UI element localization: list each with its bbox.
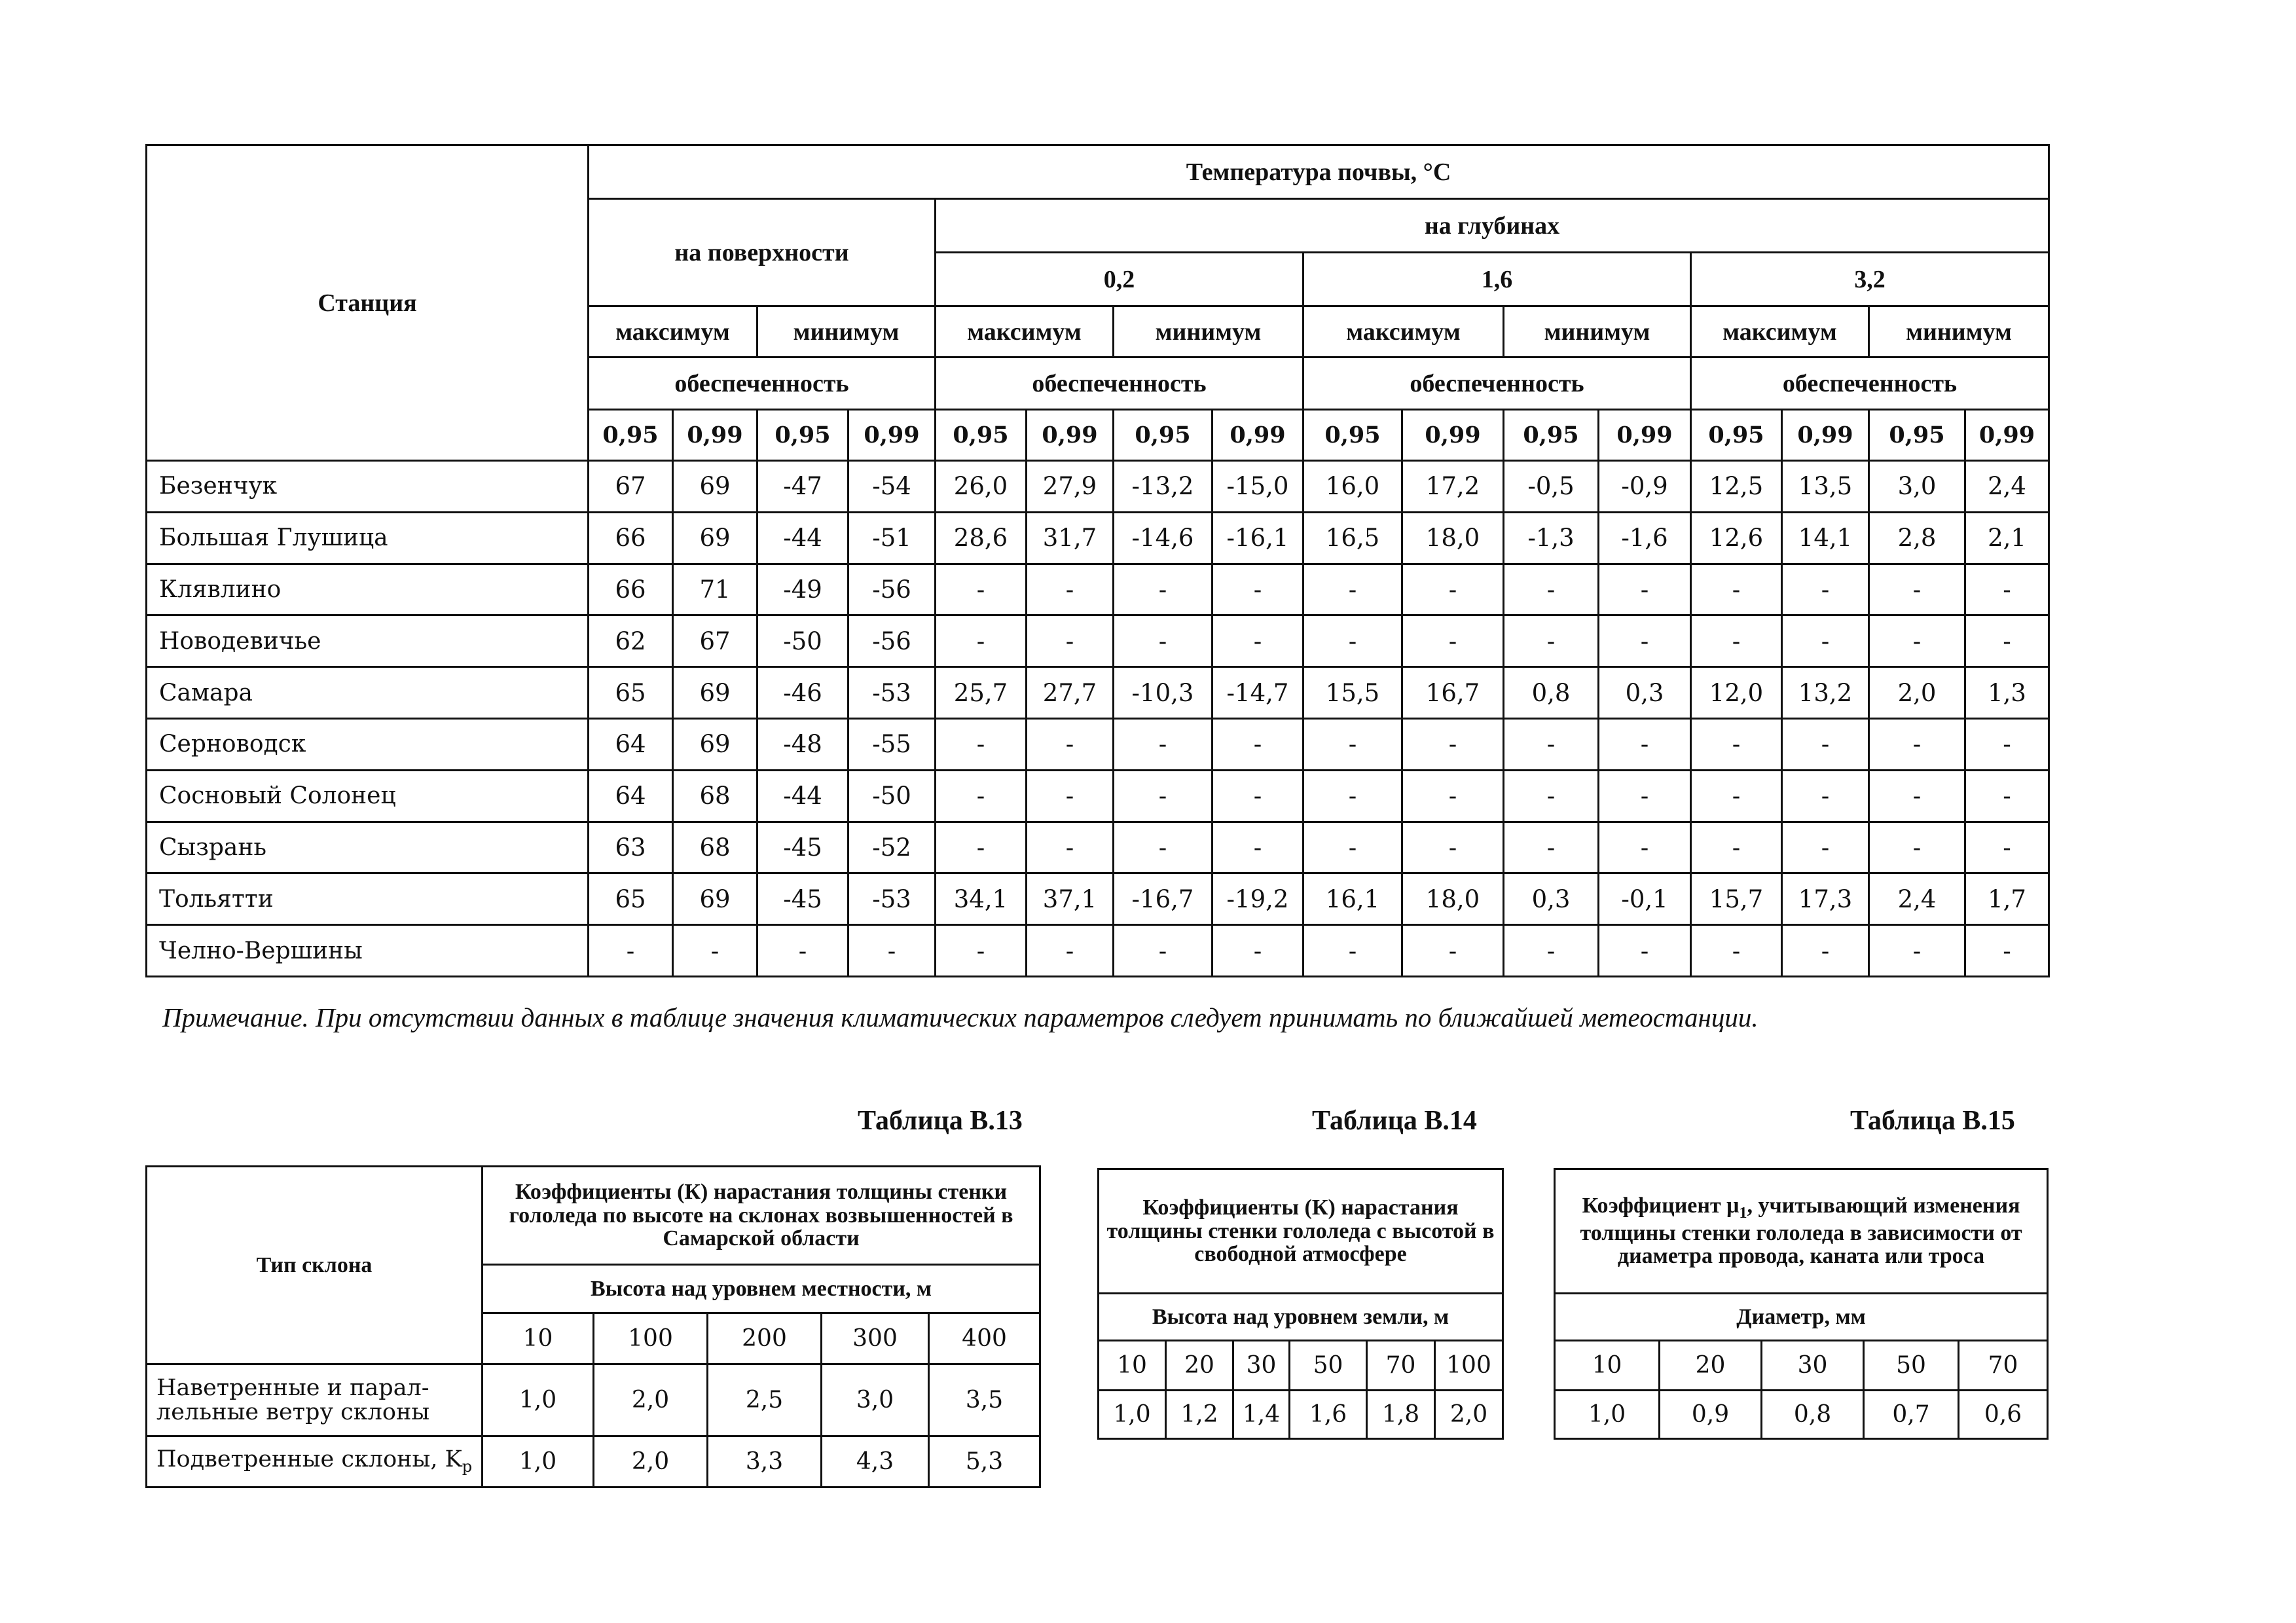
- temperature-cell: -: [673, 925, 757, 977]
- security-header: обеспеченность: [1303, 357, 1691, 410]
- security-header: обеспеченность: [589, 357, 936, 410]
- temperature-cell: -: [1599, 770, 1691, 822]
- temperature-cell: 12,5: [1691, 461, 1782, 513]
- table-b15-title-prefix: Коэффициент: [1582, 1193, 1721, 1218]
- security-header: обеспеченность: [936, 357, 1303, 410]
- table-b14-values-row: [1099, 1391, 1503, 1439]
- depth-header: 1,6: [1303, 253, 1691, 306]
- station-row: [147, 718, 2049, 770]
- temperature-cell: -: [1114, 925, 1212, 977]
- temperature-cell: 12,6: [1691, 512, 1782, 564]
- value-cell: 2,5: [708, 1364, 822, 1436]
- value-cell: 1,0: [1099, 1391, 1166, 1439]
- leeward-slope-text: Подветренные склоны, K: [156, 1446, 462, 1473]
- max-header: максимум: [589, 306, 757, 357]
- temperature-cell: -: [936, 822, 1027, 873]
- probability-header: 0,95: [1504, 410, 1599, 461]
- value-cell: 1,4: [1233, 1391, 1290, 1439]
- temperature-cell: -49: [757, 564, 848, 615]
- temperature-cell: -0,5: [1504, 461, 1599, 513]
- station-row: [147, 615, 2049, 667]
- temperature-cell: -: [1027, 822, 1114, 873]
- temperature-cell: -55: [848, 718, 936, 770]
- temperature-cell: 2,4: [1965, 461, 2049, 513]
- temperature-cell: -: [1869, 822, 1965, 873]
- temperature-cell: 13,5: [1782, 461, 1869, 513]
- temperature-cell: -: [1504, 770, 1599, 822]
- temperature-cell: -: [1303, 925, 1402, 977]
- temperature-cell: -: [1504, 925, 1599, 977]
- temperature-cell: -: [936, 564, 1027, 615]
- temperature-cell: -: [1599, 925, 1691, 977]
- temperature-cell: -: [1869, 718, 1965, 770]
- table-b15-subheader: Диаметр, мм: [1555, 1294, 2048, 1341]
- station-row: [147, 925, 2049, 977]
- temperature-cell: -: [1212, 718, 1303, 770]
- temperature-cell: 64: [589, 718, 673, 770]
- temperature-cell: 67: [589, 461, 673, 513]
- temperature-cell: 16,0: [1303, 461, 1402, 513]
- table-b15: [1554, 1168, 2049, 1440]
- temperature-cell: -: [1402, 925, 1504, 977]
- station-row: [147, 461, 2049, 513]
- temperature-cell: -: [848, 925, 936, 977]
- temperature-cell: -14,6: [1114, 512, 1212, 564]
- temperature-cell: -: [1114, 822, 1212, 873]
- temperature-cell: -: [1504, 822, 1599, 873]
- diameter-cell: 10: [1555, 1341, 1660, 1391]
- min-header: минимум: [1114, 306, 1303, 357]
- diameter-cell: 30: [1762, 1341, 1864, 1391]
- temperature-cell: 13,2: [1782, 667, 1869, 719]
- table-b14-heights-row: [1099, 1341, 1503, 1391]
- temperature-cell: 27,7: [1027, 667, 1114, 719]
- temperature-cell: -48: [757, 718, 848, 770]
- probability-header: 0,99: [1402, 410, 1504, 461]
- height-cell: 300: [822, 1313, 929, 1364]
- temperature-cell: 27,9: [1027, 461, 1114, 513]
- temperature-cell: -: [1691, 822, 1782, 873]
- temperature-cell: 2,1: [1965, 512, 2049, 564]
- temperature-cell: -54: [848, 461, 936, 513]
- station-row: [147, 770, 2049, 822]
- temperature-cell: -: [1027, 925, 1114, 977]
- temperature-cell: -: [1782, 822, 1869, 873]
- temperature-cell: -: [1402, 615, 1504, 667]
- temperature-cell: 71: [673, 564, 757, 615]
- temperature-cell: 18,0: [1402, 873, 1504, 925]
- temperature-cell: 1,3: [1965, 667, 2049, 719]
- station-name: Сызрань: [147, 822, 589, 873]
- temperature-cell: 16,5: [1303, 512, 1402, 564]
- temperature-cell: -44: [757, 770, 848, 822]
- value-cell: 3,0: [822, 1364, 929, 1436]
- temperature-cell: 18,0: [1402, 512, 1504, 564]
- height-cell: 70: [1367, 1341, 1435, 1391]
- temperature-cell: -: [1691, 615, 1782, 667]
- temperature-cell: -: [1402, 822, 1504, 873]
- temperature-cell: -: [1965, 925, 2049, 977]
- height-cell: 10: [1099, 1341, 1166, 1391]
- temperature-cell: 12,0: [1691, 667, 1782, 719]
- temperature-cell: 66: [589, 564, 673, 615]
- soil-temperature-table: [145, 144, 2050, 977]
- soil-temperature-title: Температура почвы, °С: [589, 145, 2049, 199]
- station-row: [147, 873, 2049, 925]
- table-b15-diameter-row: [1555, 1341, 2048, 1391]
- temperature-cell: 26,0: [936, 461, 1027, 513]
- temperature-cell: 0,3: [1504, 873, 1599, 925]
- station-header: Станция: [147, 145, 589, 461]
- temperature-cell: -: [1402, 718, 1504, 770]
- temperature-cell: -: [757, 925, 848, 977]
- value-cell: 0,9: [1660, 1391, 1762, 1439]
- depths-header: на глубинах: [936, 199, 2049, 253]
- temperature-cell: -: [1212, 564, 1303, 615]
- temperature-cell: -56: [848, 564, 936, 615]
- station-name: Клявлино: [147, 564, 589, 615]
- value-cell: 4,3: [822, 1436, 929, 1487]
- probability-header: 0,95: [1691, 410, 1782, 461]
- temperature-cell: -: [936, 615, 1027, 667]
- station-name: Челно-Вершины: [147, 925, 589, 977]
- temperature-cell: -53: [848, 667, 936, 719]
- station-name: Большая Глушица: [147, 512, 589, 564]
- height-cell: 100: [1435, 1341, 1503, 1391]
- surface-header: на поверхности: [589, 199, 936, 306]
- value-cell: 3,5: [929, 1364, 1040, 1436]
- value-cell: 1,8: [1367, 1391, 1435, 1439]
- height-cell: 400: [929, 1313, 1040, 1364]
- height-cell: 30: [1233, 1341, 1290, 1391]
- table-b14: [1097, 1168, 1504, 1440]
- temperature-cell: 64: [589, 770, 673, 822]
- temperature-cell: -: [1212, 615, 1303, 667]
- table-b14-caption: Таблица В.14: [1312, 1106, 1477, 1136]
- temperature-cell: 15,7: [1691, 873, 1782, 925]
- temperature-cell: -: [1212, 822, 1303, 873]
- height-cell: 50: [1290, 1341, 1367, 1391]
- temperature-cell: -: [1965, 615, 2049, 667]
- station-name: Серноводск: [147, 718, 589, 770]
- station-row: [147, 822, 2049, 873]
- probability-header: 0,99: [848, 410, 936, 461]
- value-cell: 1,0: [483, 1364, 594, 1436]
- station-name: Безенчук: [147, 461, 589, 513]
- temperature-cell: -16,1: [1212, 512, 1303, 564]
- height-cell: 200: [708, 1313, 822, 1364]
- probability-header: 0,99: [1212, 410, 1303, 461]
- station-row: [147, 564, 2049, 615]
- value-cell: 0,8: [1762, 1391, 1864, 1439]
- temperature-cell: -: [1212, 770, 1303, 822]
- value-cell: 1,6: [1290, 1391, 1367, 1439]
- temperature-cell: -: [1782, 615, 1869, 667]
- temperature-cell: 65: [589, 667, 673, 719]
- temperature-cell: -: [1869, 615, 1965, 667]
- table-b15-caption: Таблица В.15: [1850, 1106, 2015, 1136]
- temperature-cell: 69: [673, 461, 757, 513]
- temperature-cell: 66: [589, 512, 673, 564]
- temperature-cell: -: [1504, 615, 1599, 667]
- station-row: [147, 667, 2049, 719]
- value-cell: 2,0: [594, 1436, 708, 1487]
- temperature-cell: -: [1965, 718, 2049, 770]
- temperature-cell: 0,3: [1599, 667, 1691, 719]
- temperature-cell: 3,0: [1869, 461, 1965, 513]
- value-cell: 0,6: [1959, 1391, 2048, 1439]
- temperature-cell: -: [1114, 718, 1212, 770]
- temperature-cell: 34,1: [936, 873, 1027, 925]
- temperature-cell: -: [1504, 718, 1599, 770]
- temperature-cell: 17,3: [1782, 873, 1869, 925]
- diameter-cell: 50: [1864, 1341, 1959, 1391]
- temperature-cell: -45: [757, 873, 848, 925]
- station-name: Самара: [147, 667, 589, 719]
- temperature-cell: -44: [757, 512, 848, 564]
- temperature-cell: -13,2: [1114, 461, 1212, 513]
- temperature-cell: -19,2: [1212, 873, 1303, 925]
- temperature-cell: -: [1782, 564, 1869, 615]
- value-cell: 2,0: [1435, 1391, 1503, 1439]
- temperature-cell: 37,1: [1027, 873, 1114, 925]
- temperature-cell: -14,7: [1212, 667, 1303, 719]
- temperature-cell: -1,3: [1504, 512, 1599, 564]
- temperature-cell: 0,8: [1504, 667, 1599, 719]
- depth-header: 3,2: [1691, 253, 2049, 306]
- security-header: обеспеченность: [1691, 357, 2049, 410]
- station-row: [147, 512, 2049, 564]
- main-table-body: [147, 461, 2049, 977]
- temperature-cell: -: [1303, 615, 1402, 667]
- temperature-cell: -: [1599, 822, 1691, 873]
- windward-slope-label: Наветренные и парал-лельные ветру склоны: [147, 1364, 483, 1436]
- temperature-cell: 69: [673, 718, 757, 770]
- temperature-cell: -: [1303, 822, 1402, 873]
- temperature-cell: -: [1027, 564, 1114, 615]
- value-cell: 2,0: [594, 1364, 708, 1436]
- table-b13-caption: Таблица В.13: [858, 1106, 1023, 1136]
- temperature-cell: -: [1782, 925, 1869, 977]
- value-cell: 1,0: [1555, 1391, 1660, 1439]
- value-cell: 1,0: [483, 1436, 594, 1487]
- diameter-cell: 70: [1959, 1341, 2048, 1391]
- temperature-cell: -: [1599, 718, 1691, 770]
- temperature-cell: -: [1114, 770, 1212, 822]
- table-b15-title: [1555, 1169, 2048, 1294]
- probability-header: 0,95: [1869, 410, 1965, 461]
- temperature-cell: -: [1027, 770, 1114, 822]
- temperature-cell: -10,3: [1114, 667, 1212, 719]
- temperature-cell: 63: [589, 822, 673, 873]
- temperature-cell: -50: [757, 615, 848, 667]
- temperature-cell: 62: [589, 615, 673, 667]
- slope-type-header: Тип склона: [147, 1167, 483, 1364]
- probability-header: 0,95: [1114, 410, 1212, 461]
- temperature-cell: -50: [848, 770, 936, 822]
- temperature-cell: -47: [757, 461, 848, 513]
- temperature-cell: -16,7: [1114, 873, 1212, 925]
- temperature-cell: -: [1114, 564, 1212, 615]
- table-b13-title: Коэффициенты (К) нарастания толщины стенки гололеда по высоте на склонах возвышенностей в Самарской области: [483, 1167, 1040, 1265]
- probability-header: 0,99: [1027, 410, 1114, 461]
- probability-header: 0,99: [673, 410, 757, 461]
- leeward-slope-label: [147, 1436, 483, 1487]
- temperature-cell: -: [1965, 770, 2049, 822]
- temperature-cell: 69: [673, 512, 757, 564]
- temperature-cell: -15,0: [1212, 461, 1303, 513]
- temperature-cell: -0,9: [1599, 461, 1691, 513]
- temperature-cell: 17,2: [1402, 461, 1504, 513]
- temperature-cell: -46: [757, 667, 848, 719]
- table-b15-values-row: [1555, 1391, 2048, 1439]
- station-name: Тольятти: [147, 873, 589, 925]
- temperature-cell: -: [1303, 718, 1402, 770]
- temperature-cell: -52: [848, 822, 936, 873]
- temperature-cell: -: [1691, 718, 1782, 770]
- temperature-cell: 69: [673, 873, 757, 925]
- temperature-cell: -: [1599, 564, 1691, 615]
- table-b15-title-rest: , учитывающий изменения толщины стенки гололеда в зависимости от диаметра провода, каната или троса: [1580, 1193, 2022, 1269]
- temperature-cell: -: [1212, 925, 1303, 977]
- temperature-cell: 2,4: [1869, 873, 1965, 925]
- temperature-cell: -: [1965, 822, 2049, 873]
- temperature-cell: -45: [757, 822, 848, 873]
- temperature-cell: 69: [673, 667, 757, 719]
- station-name: Новодевичье: [147, 615, 589, 667]
- station-name: Сосновый Солонец: [147, 770, 589, 822]
- probability-header: 0,99: [1965, 410, 2049, 461]
- height-cell: 10: [483, 1313, 594, 1364]
- min-header: минимум: [1504, 306, 1691, 357]
- temperature-cell: 67: [673, 615, 757, 667]
- temperature-cell: -: [1402, 564, 1504, 615]
- table-b13-subheader: Высота над уровнем местности, м: [483, 1265, 1040, 1313]
- table-b14-subheader: Высота над уровнем земли, м: [1099, 1294, 1503, 1341]
- max-header: максимум: [936, 306, 1114, 357]
- value-cell: 5,3: [929, 1436, 1040, 1487]
- temperature-cell: -: [1114, 615, 1212, 667]
- temperature-cell: 15,5: [1303, 667, 1402, 719]
- temperature-cell: 16,7: [1402, 667, 1504, 719]
- temperature-cell: -: [1869, 564, 1965, 615]
- temperature-cell: -1,6: [1599, 512, 1691, 564]
- value-cell: 0,7: [1864, 1391, 1959, 1439]
- value-cell: 3,3: [708, 1436, 822, 1487]
- temperature-cell: -: [1869, 770, 1965, 822]
- temperature-cell: -: [1782, 770, 1869, 822]
- table-b14-title: Коэффициенты (К) нарастания толщины стенки гололеда с высотой в свободной атмосфере: [1099, 1169, 1503, 1294]
- max-header: максимум: [1303, 306, 1504, 357]
- temperature-cell: -: [1691, 925, 1782, 977]
- temperature-cell: 25,7: [936, 667, 1027, 719]
- probability-header: 0,95: [1303, 410, 1402, 461]
- temperature-cell: 68: [673, 822, 757, 873]
- temperature-cell: 65: [589, 873, 673, 925]
- table-note: Примечание. При отсутствии данных в таблице значения климатических параметров следует принимать по ближайшей метеостанции.: [162, 1002, 1758, 1032]
- temperature-cell: -: [1599, 615, 1691, 667]
- probability-header: 0,95: [936, 410, 1027, 461]
- max-header: максимум: [1691, 306, 1869, 357]
- temperature-cell: -: [589, 925, 673, 977]
- temperature-cell: -: [936, 770, 1027, 822]
- probability-header: 0,95: [589, 410, 673, 461]
- probability-header: 0,99: [1599, 410, 1691, 461]
- temperature-cell: 1,7: [1965, 873, 2049, 925]
- temperature-cell: 14,1: [1782, 512, 1869, 564]
- temperature-cell: -: [1691, 564, 1782, 615]
- height-cell: 100: [594, 1313, 708, 1364]
- temperature-cell: -: [1869, 925, 1965, 977]
- mu-symbol: μ: [1726, 1193, 1740, 1218]
- temperature-cell: -: [936, 925, 1027, 977]
- temperature-cell: 2,8: [1869, 512, 1965, 564]
- temperature-cell: 16,1: [1303, 873, 1402, 925]
- probability-header: 0,99: [1782, 410, 1869, 461]
- temperature-cell: 68: [673, 770, 757, 822]
- mu-subscript: 1: [1739, 1204, 1747, 1222]
- temperature-cell: -: [1027, 718, 1114, 770]
- temperature-cell: 2,0: [1869, 667, 1965, 719]
- height-cell: 20: [1166, 1341, 1233, 1391]
- temperature-cell: 28,6: [936, 512, 1027, 564]
- temperature-cell: -: [1504, 564, 1599, 615]
- temperature-cell: -56: [848, 615, 936, 667]
- temperature-cell: -0,1: [1599, 873, 1691, 925]
- probability-header: 0,95: [757, 410, 848, 461]
- temperature-cell: -51: [848, 512, 936, 564]
- diameter-cell: 20: [1660, 1341, 1762, 1391]
- temperature-cell: 31,7: [1027, 512, 1114, 564]
- temperature-cell: -53: [848, 873, 936, 925]
- temperature-cell: -: [1027, 615, 1114, 667]
- temperature-cell: -: [936, 718, 1027, 770]
- table-b13: [145, 1165, 1041, 1488]
- temperature-cell: -: [1965, 564, 2049, 615]
- temperature-cell: -: [1691, 770, 1782, 822]
- temperature-cell: -: [1782, 718, 1869, 770]
- leeward-slope-subscript: р: [462, 1457, 473, 1476]
- value-cell: 1,2: [1166, 1391, 1233, 1439]
- depth-header: 0,2: [936, 253, 1303, 306]
- min-header: минимум: [757, 306, 936, 357]
- min-header: минимум: [1869, 306, 2049, 357]
- temperature-cell: -: [1303, 770, 1402, 822]
- temperature-cell: -: [1303, 564, 1402, 615]
- temperature-cell: -: [1402, 770, 1504, 822]
